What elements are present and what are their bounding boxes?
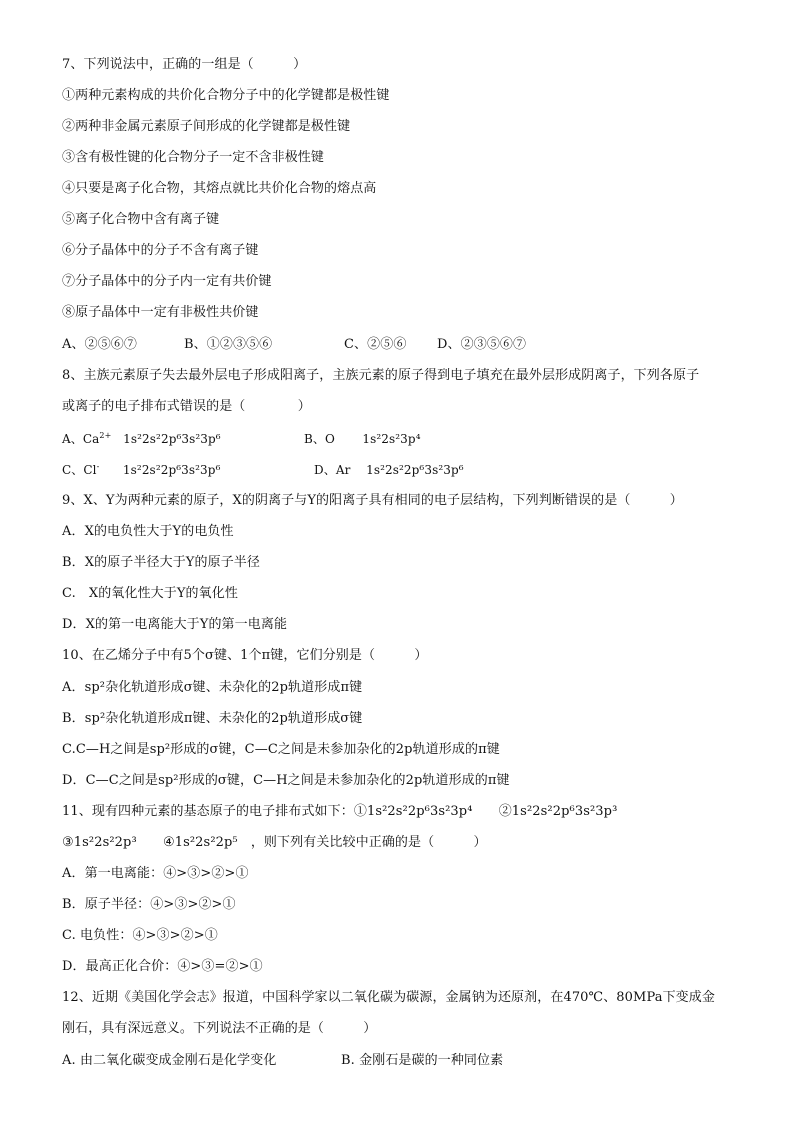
q8-option-a-label: A、Ca bbox=[62, 432, 100, 446]
q9-option-d: D．X的第一电离能大于Y的第一电离能 bbox=[62, 617, 288, 632]
q9-option-c: C. X的氧化性大于Y的氧化性 bbox=[62, 586, 238, 601]
q10-stem: 10、在乙烯分子中有5个σ键、1个π键，它们分别是（ ） bbox=[62, 648, 428, 663]
q8-option-c-label: C、Cl bbox=[62, 463, 97, 477]
q8-option-c-charge: - bbox=[96, 462, 100, 471]
q8-option-d bbox=[314, 463, 464, 477]
q7-options bbox=[62, 337, 526, 353]
q8-options-row2 bbox=[62, 462, 464, 478]
q8-stem-line2: 或离子的电子排布式错误的是（ ） bbox=[62, 399, 311, 414]
q8-option-b bbox=[304, 432, 421, 446]
q9-option-a: A．X的电负性大于Y的电负性 bbox=[62, 524, 234, 539]
q11-stem-line2: ③1s²2s²2p³ ④1s²2s²2p⁵ ，则下列有关比较中正确的是（ ） bbox=[62, 835, 487, 850]
q12-stem-line2: 刚石，具有深远意义。下列说法不正确的是（ ） bbox=[62, 1021, 377, 1036]
q7-statement-3: ③含有极性键的化合物分子一定不含非极性键 bbox=[62, 150, 325, 165]
q12-options bbox=[62, 1053, 503, 1069]
q10-option-b: B．sp²杂化轨道形成π键、未杂化的2p轨道形成σ键 bbox=[62, 711, 363, 726]
q9-stem: 9、X、Y为两种元素的原子，X的阴离子与Y的阳离子具有相同的电子层结构，下列判断错误的是（ ） bbox=[62, 493, 683, 508]
q12-stem-line1: 12、近期《美国化学会志》报道，中国科学家以二氧化碳为碳源，金属钠为还原剂，在470℃、80MPa下变成金 bbox=[62, 990, 715, 1005]
q11-option-d: D．最高正化合价：④>③=②>① bbox=[62, 959, 263, 974]
q8-option-b-config: 1s²2s²3p⁴ bbox=[362, 432, 421, 446]
q7-statement-5: ⑤离子化合物中含有离子键 bbox=[62, 212, 220, 227]
q8-option-d-label: D、Ar bbox=[314, 463, 351, 477]
q8-option-a bbox=[62, 431, 304, 447]
q8-stem-line1: 8、主族元素原子失去最外层电子形成阳离子，主族元素的原子得到电子填充在最外层形成阴离子，下列各原子 bbox=[62, 368, 700, 383]
q7-statement-7: ⑦分子晶体中的分子内一定有共价键 bbox=[62, 274, 272, 289]
q7-option-b: B、①②③⑤⑥ bbox=[184, 337, 273, 352]
q7-statement-8: ⑧原子晶体中一定有非极性共价键 bbox=[62, 305, 259, 320]
q8-option-d-config: 1s²2s²2p⁶3s²3p⁶ bbox=[366, 463, 464, 477]
q7-stem: 7、下列说法中，正确的一组是（ ） bbox=[62, 57, 307, 72]
q7-statement-4: ④只要是离子化合物，其熔点就比共价化合物的熔点高 bbox=[62, 181, 377, 196]
q10-option-d: D．C—C之间是sp²形成的σ键，C—H之间是未参加杂化的2p轨道形成的π键 bbox=[62, 773, 510, 788]
q7-statement-1: ①两种元素构成的共价化合物分子中的化学键都是极性键 bbox=[62, 88, 390, 103]
q7-statement-2: ②两种非金属元素原子间形成的化学键都是极性键 bbox=[62, 119, 351, 134]
q9-option-b: B．X的原子半径大于Y的原子半径 bbox=[62, 555, 260, 570]
q12-option-a: A. 由二氧化碳变成金刚石是化学变化 bbox=[62, 1053, 277, 1068]
q8-option-c-config: 1s²2s²2p⁶3s²3p⁶ bbox=[122, 463, 221, 477]
q7-option-a: A、②⑤⑥⑦ bbox=[62, 337, 137, 352]
q7-option-d: D、②③⑤⑥⑦ bbox=[437, 337, 527, 352]
q12-option-b: B. 金刚石是碳的一种同位素 bbox=[341, 1053, 504, 1068]
q8-option-a-config: 1s²2s²2p⁶3s²3p⁶ bbox=[123, 432, 221, 446]
q8-option-c bbox=[62, 462, 314, 478]
q8-option-a-charge: 2+ bbox=[99, 431, 112, 440]
q8-options-row1 bbox=[62, 431, 421, 447]
q11-option-a: A．第一电离能：④>③>②>① bbox=[62, 866, 249, 881]
q11-option-b: B．原子半径：④>③>②>① bbox=[62, 897, 236, 912]
q7-option-c: C、②⑤⑥ bbox=[344, 337, 407, 352]
q7-statement-6: ⑥分子晶体中的分子不含有离子键 bbox=[62, 243, 259, 258]
q10-option-a: A．sp²杂化轨道形成σ键、未杂化的2p轨道形成π键 bbox=[62, 680, 363, 695]
q10-option-c: C.C—H之间是sp²形成的σ键，C—C之间是未参加杂化的2p轨道形成的π键 bbox=[62, 742, 500, 757]
q8-option-b-label: B、O bbox=[304, 432, 335, 446]
q11-option-c: C. 电负性：④>③>②>① bbox=[62, 928, 218, 943]
q11-stem-line1: 11、现有四种元素的基态原子的电子排布式如下：①1s²2s²2p⁶3s²3p⁴ ②1s²2s²2p⁶3s²3p³ bbox=[62, 804, 618, 819]
